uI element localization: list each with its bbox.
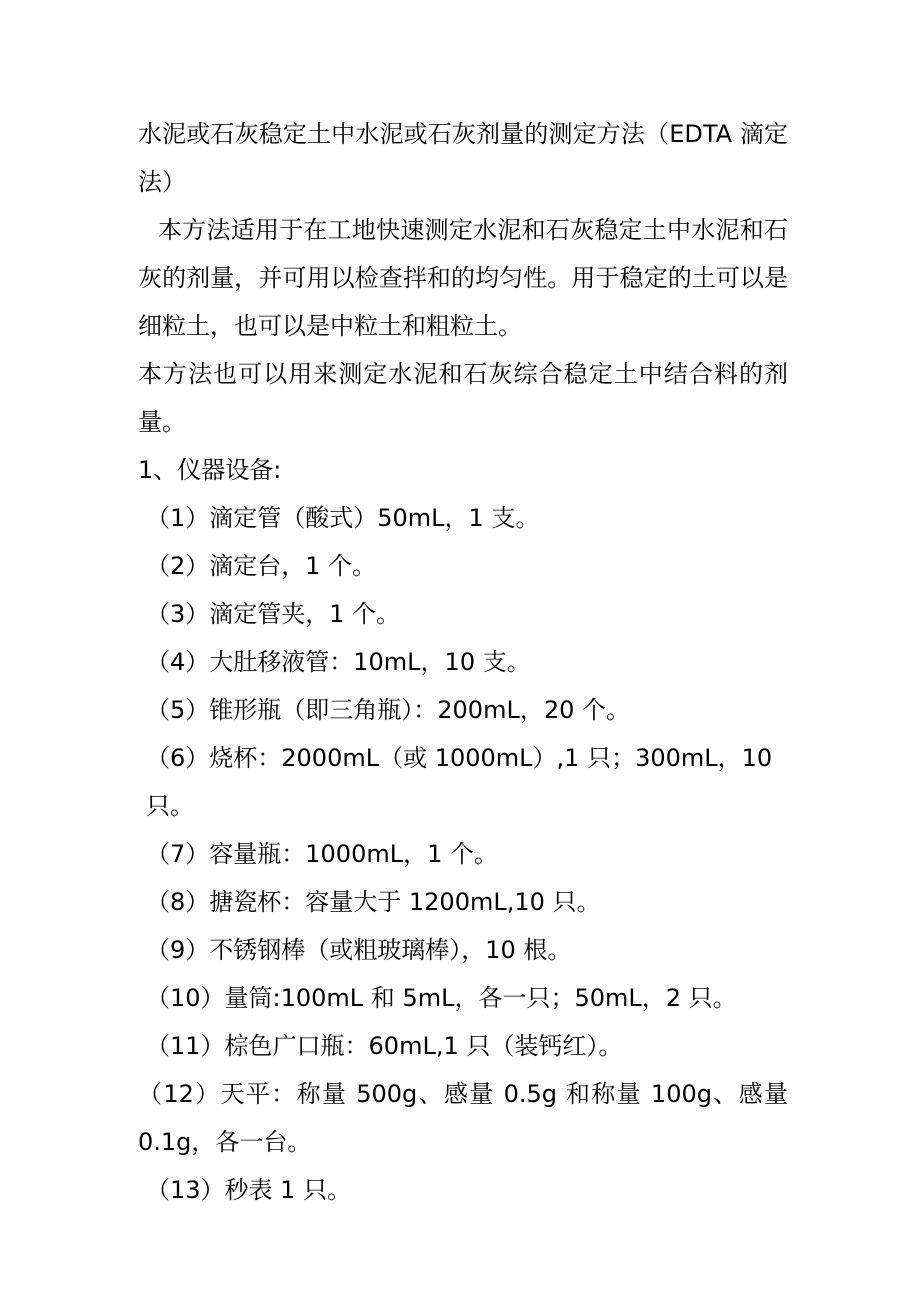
- list-item: （3）滴定管夹，1 个。: [146, 600, 401, 628]
- list-item: （10）量筒:100mL 和 5mL，各一只；50mL，2 只。: [146, 984, 737, 1012]
- list-item: （8）搪瓷杯：容量大于 1200mL,10 只。: [146, 888, 601, 916]
- document-body: [138, 110, 788, 1214]
- list-item: （5）锥形瓶（即三角瓶）：200mL，20 个。: [146, 696, 630, 724]
- list-item: （6）烧杯：2000mL（或 1000mL）,1 只；300mL，10 只。: [146, 744, 773, 820]
- list-item: （9）不锈钢棒（或粗玻璃棒），10 根。: [146, 936, 572, 964]
- list-item: （13）秒表 1 只。: [146, 1176, 352, 1204]
- section-heading-equipment: 1、仪器设备:: [138, 456, 282, 484]
- list-item: （11）棕色广口瓶：60mL,1 只（装钙红）。: [146, 1032, 623, 1060]
- intro-paragraph: 本方法适用于在工地快速测定水泥和石灰稳定土中水泥和石灰的剂量，并可用以检查拌和的均匀性。用于稳定的土可以是细粒土，也可以是中粒土和粗粒土。: [138, 216, 788, 340]
- list-item: （4）大肚移液管：10mL，10 支。: [146, 648, 531, 676]
- list-item: （2）滴定台，1 个。: [146, 552, 377, 580]
- scope-paragraph: 本方法也可以用来测定水泥和石灰综合稳定土中结合料的剂量。: [138, 360, 788, 436]
- list-item: （12）天平：称量 500g、感量 0.5g 和称量 100g、感量 0.1g，各一台。: [138, 1080, 788, 1156]
- list-item: （7）容量瓶：1000mL，1 个。: [146, 840, 498, 868]
- equipment-list: [138, 494, 788, 1214]
- list-item: （1）滴定管（酸式）50mL，1 支。: [146, 504, 540, 532]
- document-title: 水泥或石灰稳定土中水泥或石灰剂量的测定方法（EDTA 滴定法）: [138, 120, 788, 196]
